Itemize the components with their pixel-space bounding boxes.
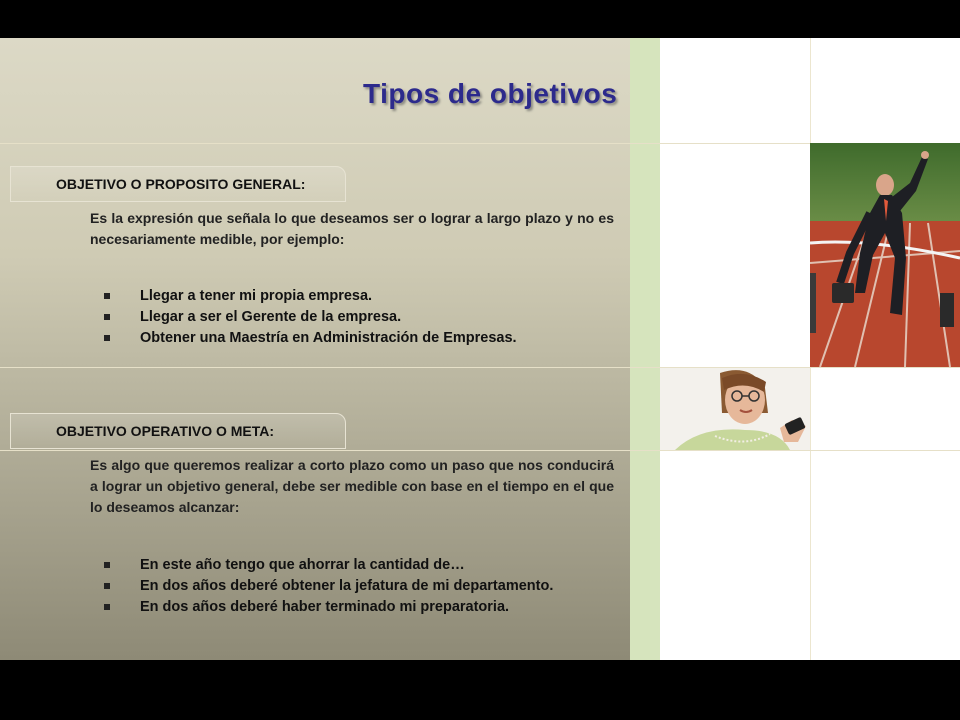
runner-photo xyxy=(810,143,960,367)
square-bullet-icon xyxy=(104,293,110,299)
list-item: Llegar a tener mi propia empresa. xyxy=(104,286,517,307)
section-heading: OBJETIVO O PROPOSITO GENERAL: xyxy=(56,176,306,192)
section-description: Es algo que queremos realizar a corto plazo como un paso que nos conducirá a lograr un objetivo general, debe ser medible con base en el tiempo en el que lo deseamos alcanzar: xyxy=(90,457,614,515)
list-item: En dos años deberé obtener la jefatura de mi departamento. xyxy=(104,576,553,597)
square-bullet-icon xyxy=(104,604,110,610)
square-bullet-icon xyxy=(104,562,110,568)
example-list xyxy=(104,555,553,618)
square-bullet-icon xyxy=(104,335,110,341)
list-item: En dos años deberé haber terminado mi preparatoria. xyxy=(104,597,553,618)
section-tab-operativo xyxy=(10,413,346,449)
square-bullet-icon xyxy=(104,314,110,320)
slide-title: Tipos de objetivos xyxy=(363,78,618,109)
list-item: Obtener una Maestría en Administración de Empresas. xyxy=(104,328,517,349)
grid-line xyxy=(0,450,960,451)
grid-line xyxy=(0,367,960,368)
section-tab-general xyxy=(10,166,346,202)
example-list xyxy=(104,286,517,349)
square-bullet-icon xyxy=(104,583,110,589)
list-item: En este año tengo que ahorrar la cantidad de… xyxy=(104,555,553,576)
slide xyxy=(0,38,960,660)
woman-photo xyxy=(660,368,810,450)
list-item: Llegar a ser el Gerente de la empresa. xyxy=(104,307,517,328)
green-accent-strip xyxy=(630,38,660,660)
section-heading: OBJETIVO OPERATIVO O META: xyxy=(56,423,275,439)
section-description: Es la expresión que señala lo que deseamos ser o lograr a largo plazo y no es necesariamente medible, por ejemplo: xyxy=(90,210,614,247)
